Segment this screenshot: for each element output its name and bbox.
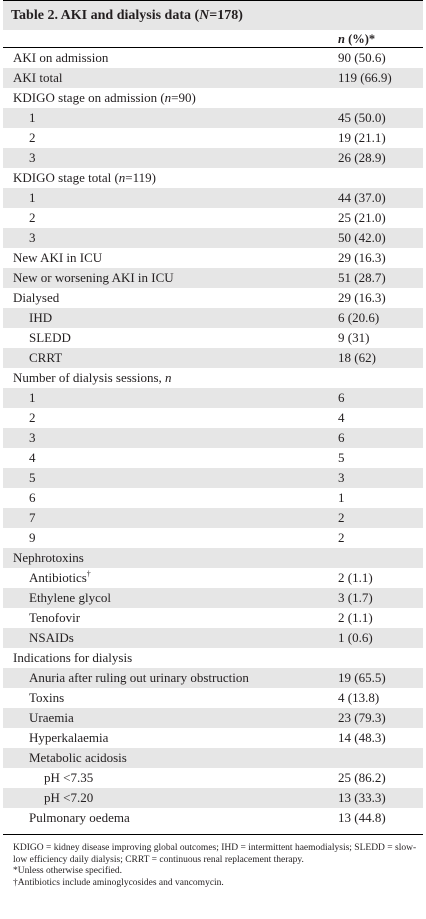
row-label: [44, 788, 93, 808]
row-label: [29, 388, 36, 408]
row-label: [29, 128, 36, 148]
row-label: [13, 168, 156, 188]
row-value: 25 (86.2): [338, 770, 386, 785]
row-label-text: pH <7.20: [44, 790, 94, 805]
table-title-suffix: =178): [209, 8, 243, 23]
table-row: [3, 488, 423, 508]
table-row: [3, 68, 423, 88]
row-label: [29, 188, 36, 208]
row-label-text: KDIGO stage total (: [13, 170, 119, 185]
row-value: 14 (48.3): [338, 730, 386, 745]
row-label-text: KDIGO stage on admission (: [13, 90, 165, 105]
row-label: [13, 288, 59, 308]
row-label: [29, 108, 36, 128]
row-label: [29, 568, 91, 588]
row-label-text: 3: [29, 430, 36, 445]
row-label-text: Metabolic acidosis: [29, 750, 127, 765]
row-label-text: 2: [29, 410, 36, 425]
row-label-text: 1: [29, 190, 36, 205]
row-value: 6: [338, 390, 345, 405]
row-label: [29, 408, 36, 428]
row-label: [29, 688, 64, 708]
row-label-text: 1: [29, 390, 36, 405]
table-row: [3, 568, 423, 588]
table-row: [3, 388, 423, 408]
table-row: [3, 368, 423, 388]
table-container: [3, 0, 423, 889]
row-label: [13, 48, 108, 68]
row-value: 44 (37.0): [338, 190, 386, 205]
table-row: [3, 788, 423, 808]
table-row: [3, 768, 423, 788]
table-title-prefix: Table 2. AKI and dialysis data (: [11, 8, 200, 23]
row-label: [13, 68, 62, 88]
row-label-text: 1: [29, 110, 36, 125]
row-value: 90 (50.6): [338, 50, 386, 65]
row-label: [29, 528, 36, 548]
row-label-text: Hyperkalaemia: [29, 730, 109, 745]
table-row: [3, 348, 423, 368]
row-label-text: Tenofovir: [29, 610, 81, 625]
table-row: [3, 248, 423, 268]
table-row: [3, 228, 423, 248]
row-label-text: 3: [29, 230, 36, 245]
row-label-text: Nephrotoxins: [13, 550, 84, 565]
table-row: [3, 208, 423, 228]
table-row: [3, 168, 423, 188]
table-row: [3, 628, 423, 648]
row-label-text: 7: [29, 510, 36, 525]
row-label: [29, 728, 108, 748]
row-label-text: 2: [29, 130, 36, 145]
row-label: [29, 708, 74, 728]
row-label: [13, 648, 132, 668]
footnote-abbreviations: KDIGO = kidney disease improving global outcomes; IHD = intermittent haemodialysis; SLEDD = slow-low efficiency daily dialysis; CRRT = continuous renal replacement therapy.: [13, 843, 417, 865]
row-label: [29, 448, 36, 468]
row-label: [29, 468, 36, 488]
table-row: [3, 148, 423, 168]
row-label-text: AKI on admission: [13, 50, 109, 65]
table-row: [3, 188, 423, 208]
row-label-text: 9: [29, 530, 36, 545]
row-label-text: Number of dialysis sessions,: [13, 370, 166, 385]
table-row: [3, 308, 423, 328]
row-label-italic: n: [118, 170, 126, 185]
table-row: [3, 448, 423, 468]
row-value: 2: [338, 510, 345, 525]
table-row: [3, 708, 423, 728]
table-row: [3, 428, 423, 448]
row-label-text: IHD: [29, 310, 53, 325]
table-row: [3, 508, 423, 528]
table-row: [3, 608, 423, 628]
row-value: 6: [338, 430, 345, 445]
row-label-text: New or worsening AKI in ICU: [13, 270, 174, 285]
row-value: 13 (33.3): [338, 790, 386, 805]
row-label: [13, 88, 196, 108]
row-label-text: Antibiotics: [29, 570, 87, 585]
row-label-text: SLEDD: [29, 330, 71, 345]
row-value: 5: [338, 450, 345, 465]
table-row: [3, 108, 423, 128]
row-label: [29, 328, 71, 348]
row-label-text: pH <7.35: [44, 770, 94, 785]
row-label: [29, 148, 36, 168]
row-label: [29, 208, 36, 228]
row-label-text: Pulmonary oedema: [29, 810, 130, 825]
row-label: [29, 308, 52, 328]
row-label: [13, 248, 102, 268]
table-row: [3, 748, 423, 768]
table-row: [3, 408, 423, 428]
table-row: [3, 128, 423, 148]
table-row: [3, 588, 423, 608]
row-label-italic: n: [164, 90, 172, 105]
row-value: 4 (13.8): [338, 690, 380, 705]
column-header-rest: (%)*: [344, 32, 376, 46]
row-label-text: 6: [29, 490, 36, 505]
row-label: [29, 488, 36, 508]
row-value: 29 (16.3): [338, 250, 386, 265]
table-row: [3, 528, 423, 548]
table-row: [3, 328, 423, 348]
row-label: [13, 368, 172, 388]
row-label: [29, 628, 74, 648]
row-label-superscript: †: [86, 569, 91, 579]
table-body: [3, 48, 423, 828]
row-value: 19 (21.1): [338, 130, 386, 145]
row-label-text: Ethylene glycol: [29, 590, 111, 605]
row-label-italic: n: [165, 370, 172, 385]
row-label: [29, 808, 130, 828]
row-label-text: 2: [29, 210, 36, 225]
row-value: 1 (0.6): [338, 630, 373, 645]
row-label-text: Dialysed: [13, 290, 60, 305]
row-label: [29, 508, 36, 528]
table-row: [3, 48, 423, 68]
row-label-text: Indications for dialysis: [13, 650, 133, 665]
row-label-text: 5: [29, 470, 36, 485]
row-label: [29, 668, 249, 688]
row-value: 6 (20.6): [338, 310, 380, 325]
row-value: 26 (28.9): [338, 150, 386, 165]
table-row: [3, 288, 423, 308]
row-value: 1: [338, 490, 345, 505]
row-value: 18 (62): [338, 350, 376, 365]
row-label-text: 4: [29, 450, 36, 465]
row-label-after: =119): [125, 170, 156, 185]
row-value: 2 (1.1): [338, 570, 373, 585]
table-row: [3, 268, 423, 288]
row-label: [13, 548, 84, 568]
column-header-n: n: [338, 32, 345, 46]
row-value: 23 (79.3): [338, 710, 386, 725]
table-row: [3, 728, 423, 748]
table-row: [3, 648, 423, 668]
row-label: [13, 268, 174, 288]
row-label: [44, 768, 93, 788]
row-label: [29, 348, 62, 368]
row-value: 29 (16.3): [338, 290, 386, 305]
row-value: 25 (21.0): [338, 210, 386, 225]
row-value: 19 (65.5): [338, 670, 386, 685]
row-label-text: NSAIDs: [29, 630, 74, 645]
row-value: 3: [338, 470, 345, 485]
row-label: [29, 228, 36, 248]
table-row: [3, 668, 423, 688]
footnote-star: *Unless otherwise specified.: [13, 866, 122, 876]
row-value: 50 (42.0): [338, 230, 386, 245]
table-row: [3, 808, 423, 828]
row-value: 3 (1.7): [338, 590, 373, 605]
table-title: [3, 0, 423, 30]
row-value: 119 (66.9): [338, 70, 392, 85]
row-label-text: New AKI in ICU: [13, 250, 103, 265]
row-label: [29, 608, 80, 628]
row-value: 51 (28.7): [338, 270, 386, 285]
row-label-text: Toxins: [29, 690, 65, 705]
row-label-text: Anuria after ruling out urinary obstruction: [29, 670, 249, 685]
row-value: 9 (31): [338, 330, 370, 345]
table-row: [3, 468, 423, 488]
column-header: [3, 30, 423, 48]
row-value: 2: [338, 530, 345, 545]
row-label-text: 3: [29, 150, 36, 165]
footnote-dagger: †Antibiotics include aminoglycosides and vancomycin.: [13, 877, 224, 888]
table-footnotes: [3, 834, 423, 889]
table-row: [3, 548, 423, 568]
table-title-n: N: [199, 8, 210, 23]
row-value: 2 (1.1): [338, 610, 373, 625]
row-value: 4: [338, 410, 345, 425]
row-label-text: CRRT: [29, 350, 63, 365]
table-row: [3, 88, 423, 108]
row-value: 45 (50.0): [338, 110, 386, 125]
row-label: [29, 428, 36, 448]
row-label-after: =90): [171, 90, 196, 105]
row-value: 13 (44.8): [338, 810, 386, 825]
row-label-text: AKI total: [13, 70, 63, 85]
row-label-text: Uraemia: [29, 710, 74, 725]
row-label: [29, 588, 111, 608]
table-row: [3, 688, 423, 708]
row-label: [29, 748, 127, 768]
